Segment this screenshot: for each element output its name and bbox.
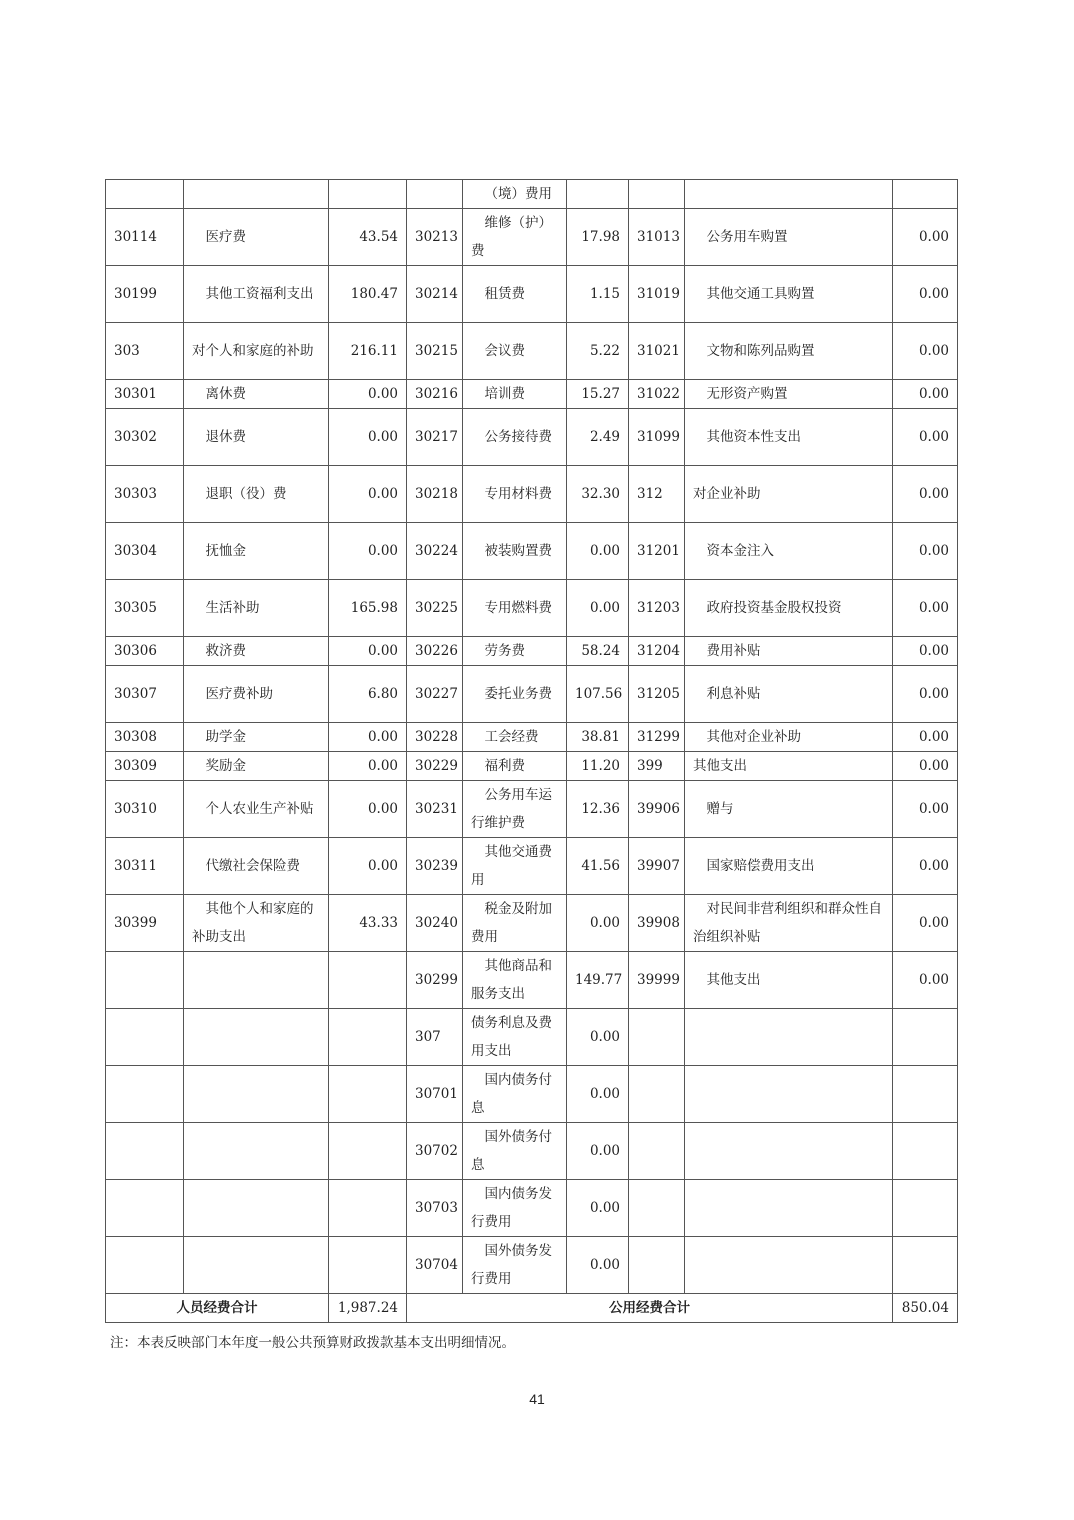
econ-code-1: 303 [106, 323, 184, 380]
amount-2: 11.20 [567, 752, 629, 781]
econ-code-1 [106, 952, 184, 1009]
item-name-1: 退职（役）费 [184, 466, 329, 523]
item-name-3 [685, 1180, 893, 1237]
amount-1: 0.00 [329, 380, 407, 409]
amount-2: 149.77 [567, 952, 629, 1009]
amount-1 [329, 1123, 407, 1180]
econ-code-1: 30399 [106, 895, 184, 952]
amount-3: 0.00 [893, 952, 958, 1009]
econ-code-3: 31019 [629, 266, 685, 323]
econ-code-1: 30305 [106, 580, 184, 637]
item-name-1 [184, 952, 329, 1009]
econ-code-1: 30302 [106, 409, 184, 466]
table-row [106, 323, 958, 380]
item-name-3: 其他支出 [685, 752, 893, 781]
public-total-label: 公用经费合计 [407, 1294, 893, 1323]
econ-code-3: 31204 [629, 637, 685, 666]
amount-2: 0.00 [567, 895, 629, 952]
table-row [106, 580, 958, 637]
personnel-total-value: 1,987.24 [329, 1294, 407, 1323]
amount-3: 0.00 [893, 266, 958, 323]
amount-3: 0.00 [893, 838, 958, 895]
amount-2: 2.49 [567, 409, 629, 466]
econ-code-3: 312 [629, 466, 685, 523]
amount-3: 0.00 [893, 723, 958, 752]
item-name-2: 被装购置费 [463, 523, 567, 580]
econ-code-1 [106, 1009, 184, 1066]
item-name-3: 对民间非营利组织和群众性自治组织补贴 [685, 895, 893, 952]
item-name-2: 培训费 [463, 380, 567, 409]
item-name-1: 其他个人和家庭的补助支出 [184, 895, 329, 952]
econ-code-3: 39906 [629, 781, 685, 838]
item-name-1: 助学金 [184, 723, 329, 752]
econ-code-2: 30701 [407, 1066, 463, 1123]
econ-code-2: 30229 [407, 752, 463, 781]
amount-1: 0.00 [329, 523, 407, 580]
item-name-3: 政府投资基金股权投资 [685, 580, 893, 637]
item-name-3: 其他支出 [685, 952, 893, 1009]
item-name-1: 奖励金 [184, 752, 329, 781]
table-row [106, 209, 958, 266]
econ-code-2: 30231 [407, 781, 463, 838]
econ-code-1 [106, 1180, 184, 1237]
econ-code-3: 31205 [629, 666, 685, 723]
table-row [106, 1009, 958, 1066]
item-name-3: 国家赔偿费用支出 [685, 838, 893, 895]
econ-code-2: 30240 [407, 895, 463, 952]
econ-code-1: 30301 [106, 380, 184, 409]
table-row [106, 752, 958, 781]
amount-3: 0.00 [893, 752, 958, 781]
amount-2: 38.81 [567, 723, 629, 752]
amount-3: 0.00 [893, 380, 958, 409]
amount-3: 0.00 [893, 323, 958, 380]
amount-3: 0.00 [893, 895, 958, 952]
item-name-2: 国内债务发行费用 [463, 1180, 567, 1237]
amount-2: 5.22 [567, 323, 629, 380]
econ-code-1: 30114 [106, 209, 184, 266]
econ-code-2: 30704 [407, 1237, 463, 1294]
econ-code-3 [629, 1066, 685, 1123]
econ-code-3 [629, 1180, 685, 1237]
table-row [106, 1123, 958, 1180]
econ-code-3 [629, 1123, 685, 1180]
econ-code-2: 30217 [407, 409, 463, 466]
amount-1: 43.54 [329, 209, 407, 266]
item-name-3: 无形资产购置 [685, 380, 893, 409]
econ-code-2: 30225 [407, 580, 463, 637]
econ-code-1: 30306 [106, 637, 184, 666]
item-name-3 [685, 1237, 893, 1294]
table-row [106, 180, 958, 209]
item-name-2: （境）费用 [463, 180, 567, 209]
amount-1 [329, 1180, 407, 1237]
item-name-3: 其他对企业补助 [685, 723, 893, 752]
item-name-1: 医疗费补助 [184, 666, 329, 723]
table-row [106, 466, 958, 523]
econ-code-2: 30216 [407, 380, 463, 409]
econ-code-1 [106, 1237, 184, 1294]
amount-2: 15.27 [567, 380, 629, 409]
amount-2: 41.56 [567, 838, 629, 895]
item-name-3 [685, 1009, 893, 1066]
item-name-1: 离休费 [184, 380, 329, 409]
econ-code-1 [106, 1123, 184, 1180]
item-name-2: 专用材料费 [463, 466, 567, 523]
amount-1 [329, 1237, 407, 1294]
amount-3 [893, 1009, 958, 1066]
amount-3 [893, 1123, 958, 1180]
item-name-2: 税金及附加费用 [463, 895, 567, 952]
econ-code-3: 31099 [629, 409, 685, 466]
item-name-2: 专用燃料费 [463, 580, 567, 637]
table-row [106, 838, 958, 895]
amount-2: 0.00 [567, 1180, 629, 1237]
amount-3: 0.00 [893, 580, 958, 637]
econ-code-1: 30304 [106, 523, 184, 580]
item-name-2: 福利费 [463, 752, 567, 781]
econ-code-3 [629, 1009, 685, 1066]
amount-2: 0.00 [567, 1009, 629, 1066]
item-name-3: 公务用车购置 [685, 209, 893, 266]
item-name-2: 国外债务付息 [463, 1123, 567, 1180]
item-name-3: 费用补贴 [685, 637, 893, 666]
econ-code-2: 30239 [407, 838, 463, 895]
table-row [106, 409, 958, 466]
amount-1 [329, 180, 407, 209]
econ-code-1: 30308 [106, 723, 184, 752]
amount-2: 32.30 [567, 466, 629, 523]
amount-3: 0.00 [893, 409, 958, 466]
amount-3 [893, 1237, 958, 1294]
amount-2: 0.00 [567, 523, 629, 580]
amount-1 [329, 1066, 407, 1123]
amount-3: 0.00 [893, 781, 958, 838]
public-total-value: 850.04 [893, 1294, 958, 1323]
amount-2: 0.00 [567, 1123, 629, 1180]
amount-1: 6.80 [329, 666, 407, 723]
item-name-1: 退休费 [184, 409, 329, 466]
personnel-total-label: 人员经费合计 [106, 1294, 329, 1323]
amount-1: 0.00 [329, 752, 407, 781]
item-name-1: 救济费 [184, 637, 329, 666]
amount-1: 165.98 [329, 580, 407, 637]
table-note: 注：本表反映部门本年度一般公共预算财政拨款基本支出明细情况。 [110, 1335, 515, 1351]
item-name-1: 个人农业生产补贴 [184, 781, 329, 838]
econ-code-3: 39999 [629, 952, 685, 1009]
item-name-3: 利息补贴 [685, 666, 893, 723]
item-name-3: 其他交通工具购置 [685, 266, 893, 323]
econ-code-1 [106, 1066, 184, 1123]
amount-3 [893, 180, 958, 209]
item-name-3 [685, 1066, 893, 1123]
table-row [106, 1237, 958, 1294]
amount-1: 0.00 [329, 409, 407, 466]
item-name-2: 国内债务付息 [463, 1066, 567, 1123]
amount-3 [893, 1066, 958, 1123]
econ-code-1: 30309 [106, 752, 184, 781]
table-row [106, 523, 958, 580]
amount-2 [567, 180, 629, 209]
item-name-1: 对个人和家庭的补助 [184, 323, 329, 380]
econ-code-2: 30213 [407, 209, 463, 266]
econ-code-3: 39907 [629, 838, 685, 895]
econ-code-2: 30224 [407, 523, 463, 580]
econ-code-2: 30703 [407, 1180, 463, 1237]
amount-1: 43.33 [329, 895, 407, 952]
table-row [106, 723, 958, 752]
table-row [106, 952, 958, 1009]
item-name-2: 委托业务费 [463, 666, 567, 723]
econ-code-3: 31203 [629, 580, 685, 637]
item-name-3: 文物和陈列品购置 [685, 323, 893, 380]
amount-2: 0.00 [567, 1237, 629, 1294]
table-row [106, 1066, 958, 1123]
amount-2: 58.24 [567, 637, 629, 666]
item-name-3 [685, 180, 893, 209]
econ-code-3 [629, 180, 685, 209]
econ-code-2: 30215 [407, 323, 463, 380]
amount-1: 0.00 [329, 637, 407, 666]
page-number: 41 [529, 1391, 545, 1407]
amount-3 [893, 1180, 958, 1237]
item-name-2: 债务利息及费用支出 [463, 1009, 567, 1066]
item-name-1: 医疗费 [184, 209, 329, 266]
econ-code-3: 31022 [629, 380, 685, 409]
econ-code-3: 399 [629, 752, 685, 781]
amount-2: 17.98 [567, 209, 629, 266]
amount-1 [329, 1009, 407, 1066]
item-name-2: 公务用车运行维护费 [463, 781, 567, 838]
amount-1: 0.00 [329, 838, 407, 895]
econ-code-1 [106, 180, 184, 209]
table-row [106, 380, 958, 409]
table-row [106, 666, 958, 723]
item-name-1: 抚恤金 [184, 523, 329, 580]
item-name-2: 公务接待费 [463, 409, 567, 466]
item-name-1 [184, 1123, 329, 1180]
econ-code-2: 30702 [407, 1123, 463, 1180]
econ-code-3: 31299 [629, 723, 685, 752]
item-name-2: 国外债务发行费用 [463, 1237, 567, 1294]
amount-2: 0.00 [567, 580, 629, 637]
item-name-3 [685, 1123, 893, 1180]
econ-code-1: 30303 [106, 466, 184, 523]
amount-1: 0.00 [329, 466, 407, 523]
econ-code-1: 30307 [106, 666, 184, 723]
item-name-2: 劳务费 [463, 637, 567, 666]
econ-code-3: 31201 [629, 523, 685, 580]
econ-code-2: 307 [407, 1009, 463, 1066]
econ-code-3: 39908 [629, 895, 685, 952]
item-name-3: 资本金注入 [685, 523, 893, 580]
amount-3: 0.00 [893, 523, 958, 580]
econ-code-2: 30227 [407, 666, 463, 723]
amount-1 [329, 952, 407, 1009]
item-name-1 [184, 1180, 329, 1237]
item-name-2: 租赁费 [463, 266, 567, 323]
amount-2: 1.15 [567, 266, 629, 323]
amount-1: 0.00 [329, 723, 407, 752]
item-name-2: 其他商品和服务支出 [463, 952, 567, 1009]
econ-code-2 [407, 180, 463, 209]
item-name-2: 其他交通费用 [463, 838, 567, 895]
econ-code-2: 30299 [407, 952, 463, 1009]
amount-3: 0.00 [893, 209, 958, 266]
econ-code-1: 30199 [106, 266, 184, 323]
econ-code-3: 31013 [629, 209, 685, 266]
item-name-3: 其他资本性支出 [685, 409, 893, 466]
econ-code-3 [629, 1237, 685, 1294]
item-name-2: 会议费 [463, 323, 567, 380]
item-name-1: 其他工资福利支出 [184, 266, 329, 323]
item-name-1: 生活补助 [184, 580, 329, 637]
item-name-1 [184, 1066, 329, 1123]
table-row [106, 637, 958, 666]
item-name-2: 维修（护）费 [463, 209, 567, 266]
econ-code-1: 30311 [106, 838, 184, 895]
amount-1: 0.00 [329, 781, 407, 838]
econ-code-2: 30214 [407, 266, 463, 323]
totals-row [106, 1294, 958, 1323]
table-row [106, 266, 958, 323]
item-name-3: 赠与 [685, 781, 893, 838]
item-name-1 [184, 1237, 329, 1294]
amount-2: 0.00 [567, 1066, 629, 1123]
item-name-2: 工会经费 [463, 723, 567, 752]
amount-2: 12.36 [567, 781, 629, 838]
econ-code-1: 30310 [106, 781, 184, 838]
expenditure-detail-table [105, 179, 958, 1323]
econ-code-2: 30228 [407, 723, 463, 752]
econ-code-2: 30226 [407, 637, 463, 666]
amount-3: 0.00 [893, 466, 958, 523]
econ-code-3: 31021 [629, 323, 685, 380]
item-name-1 [184, 1009, 329, 1066]
amount-2: 107.56 [567, 666, 629, 723]
amount-1: 216.11 [329, 323, 407, 380]
amount-3: 0.00 [893, 666, 958, 723]
item-name-1: 代缴社会保险费 [184, 838, 329, 895]
item-name-3: 对企业补助 [685, 466, 893, 523]
amount-1: 180.47 [329, 266, 407, 323]
item-name-1 [184, 180, 329, 209]
amount-3: 0.00 [893, 637, 958, 666]
table-row [106, 1180, 958, 1237]
table-row [106, 781, 958, 838]
econ-code-2: 30218 [407, 466, 463, 523]
table-row [106, 895, 958, 952]
